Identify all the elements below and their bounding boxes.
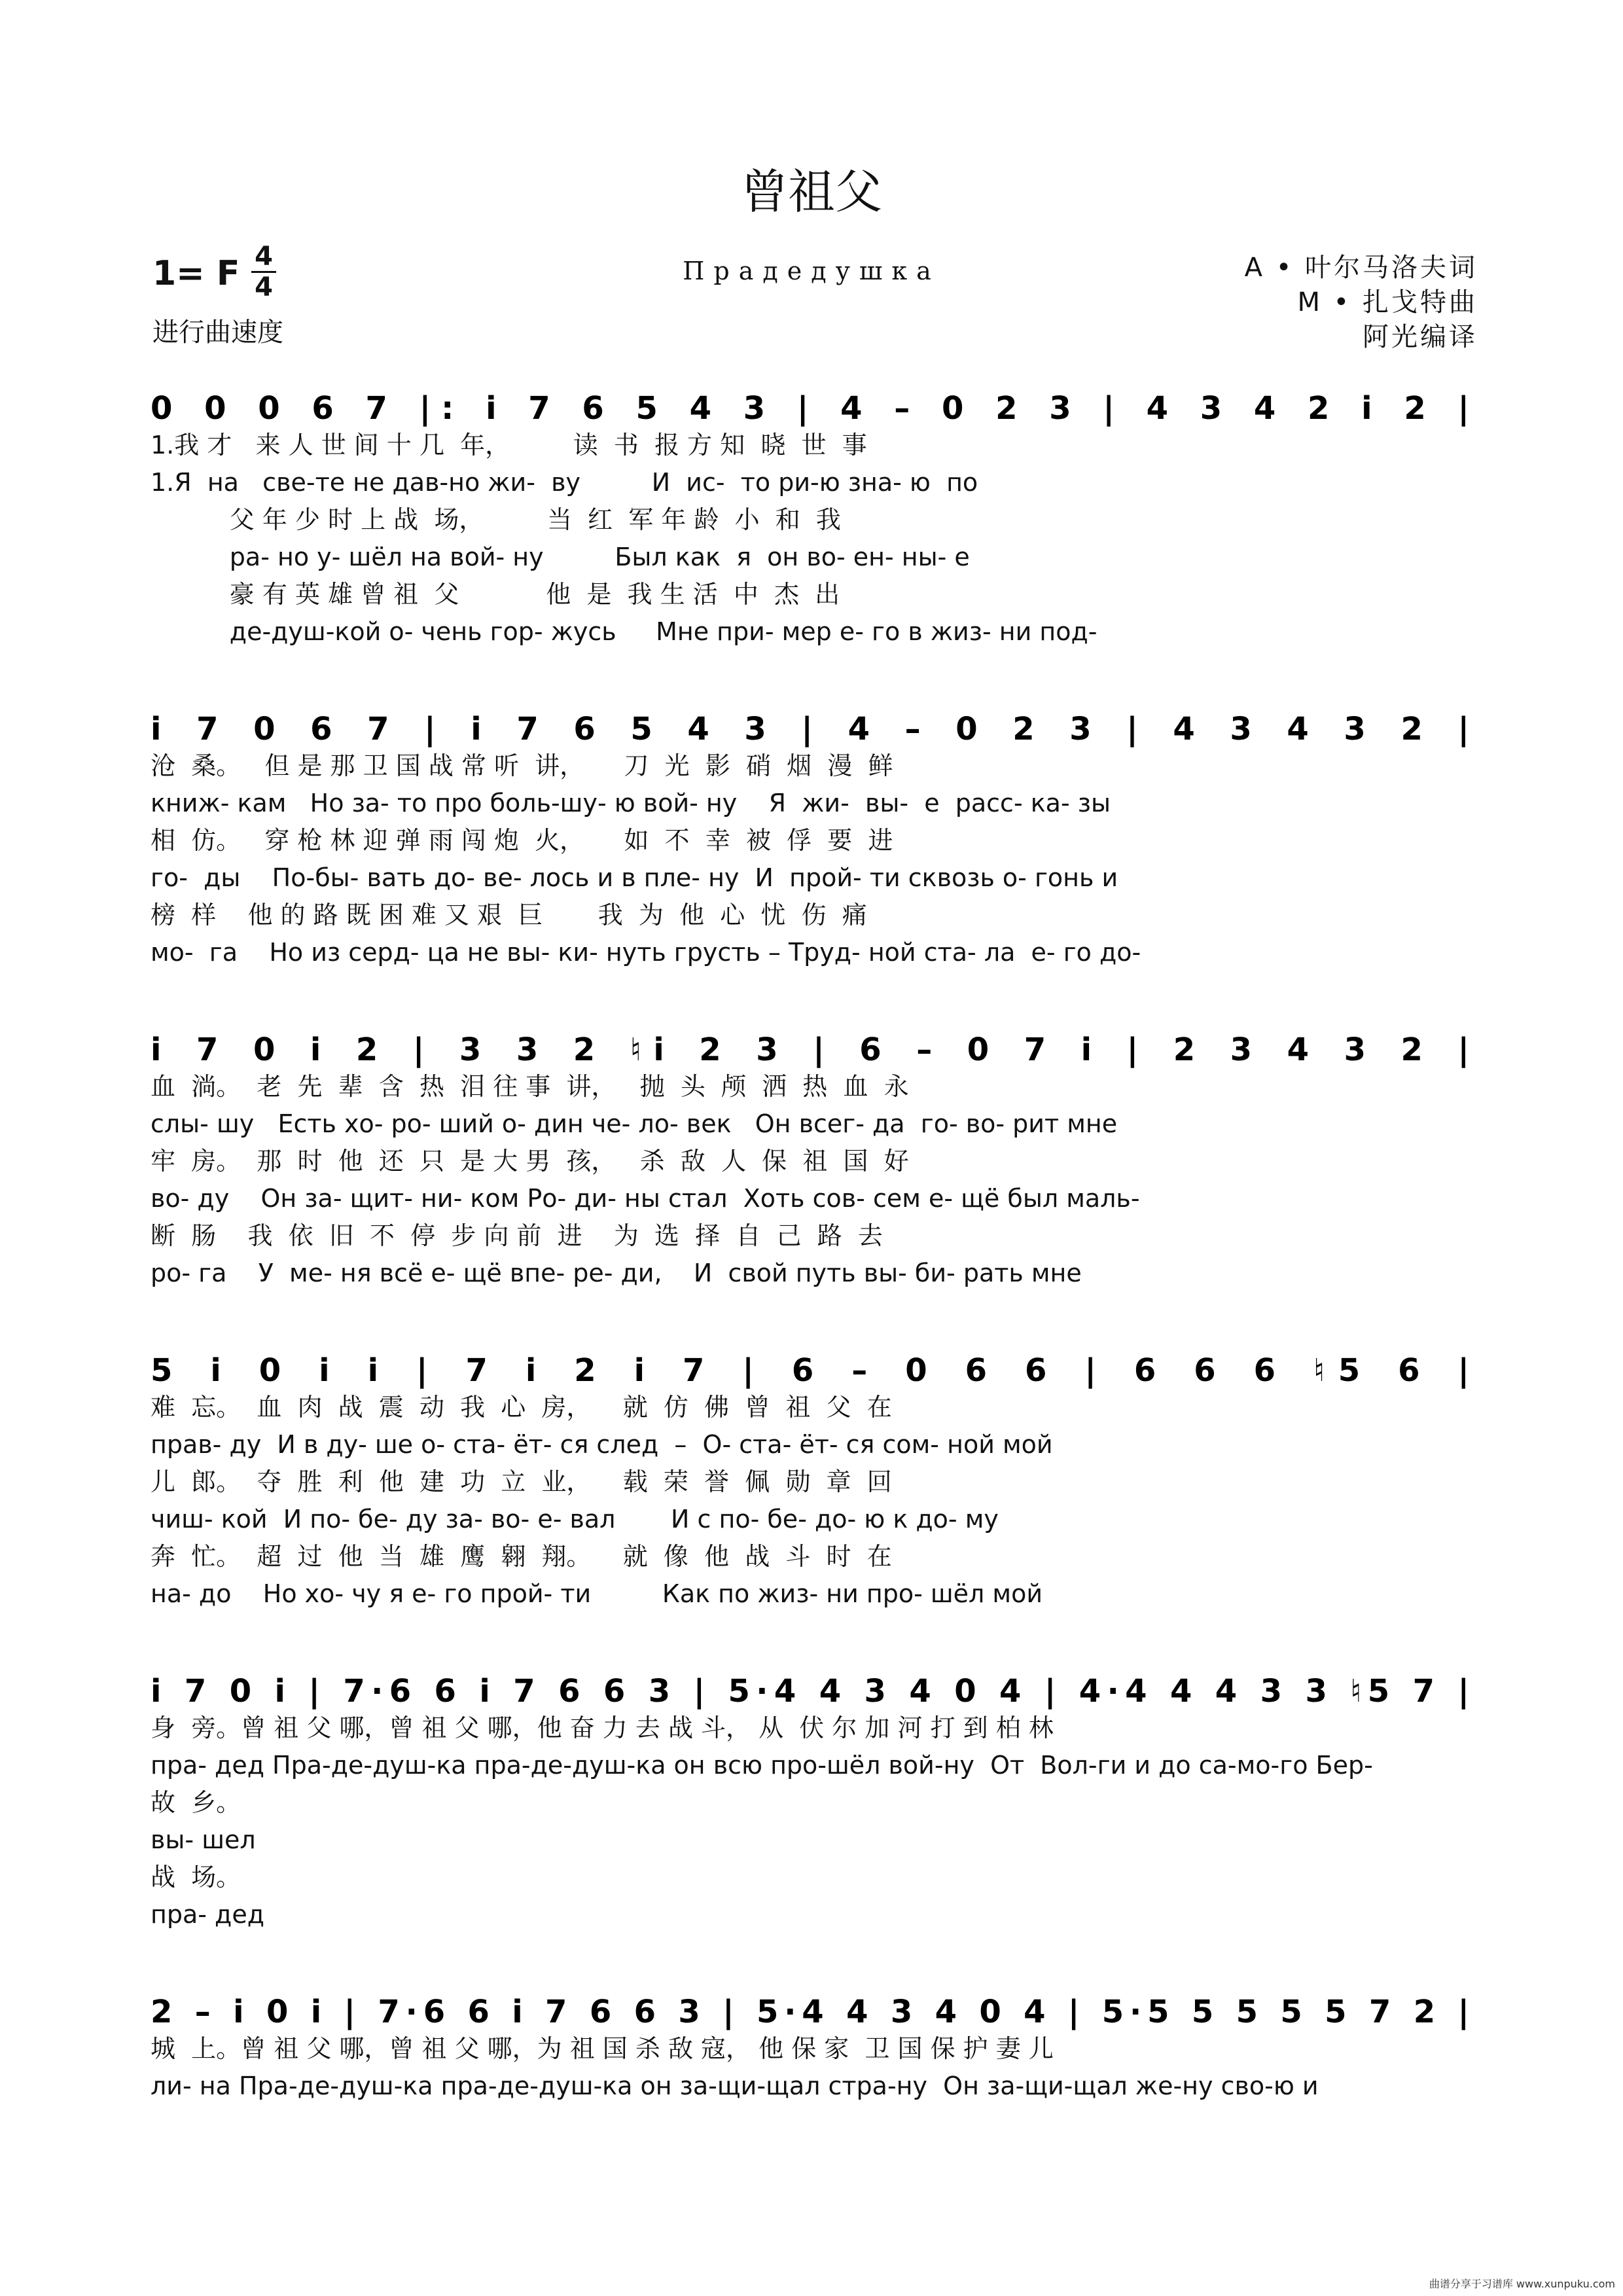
lyric-line: 牢 房。 那 时 他 还 只 是 大 男 孩， 杀 敌 人 保 祖 国 好 — [151, 1147, 909, 1175]
lyric-line: 奔 忙。 超 过 他 当 雄 鹰 翱 翔。 就 像 他 战 斗 时 在 — [151, 1542, 892, 1571]
lyric-line: де-душ-кой о- чень гор- жусь Мне при- мер е- го в жиз- ни под- — [151, 617, 1097, 646]
time-signature-bottom: 4 — [255, 272, 273, 302]
lyric-line: 相 仿。 穿 枪 林 迎 弹 雨 闯 炮 火， 如 不 幸 被 俘 要 进 — [151, 826, 893, 855]
lyric-line: прав- ду И в ду- ше о- ста- ёт- ся след – О- ста- ёт- ся сом- ной мой — [151, 1430, 1053, 1459]
notation-text: 0 0 0 6 7 |: i 7 6 5 4 3 | 4 – 0 2 3 | 4 3 4 2 i 2 | — [151, 390, 1469, 427]
lyric-line: чиш- кой И по- бе- ду за- во- е- вал И с по- бе- до- ю к до- му — [151, 1505, 999, 1534]
lyric-line: 身 旁。曾 祖 父 哪，曾 祖 父 哪，他 奋 力 去 战 斗， 从 伏 尔 加 河 打 到 柏 林 — [151, 1713, 1054, 1742]
notation-text: 2 – i 0 i | 7·6 6 i 7 6 6 3 | 5·4 4 3 4 0 4 | 5·5 5 5 5 5 7 2 | — [151, 1994, 1469, 2030]
lyric-line: 血 淌。 老 先 辈 含 热 泪 往 事 讲， 抛 头 颅 洒 热 血 永 — [151, 1072, 909, 1101]
time-signature-top: 4 — [255, 242, 273, 272]
lyric-line: 豪 有 英 雄 曾 祖 父 他 是 我 生 活 中 杰 出 — [151, 580, 840, 609]
song-title: 曾祖父 — [740, 164, 882, 219]
lyric-line: книж- кам Но за- то про боль-шу- ю вой- ну Я жи- вы- е расс- ка- зы — [151, 789, 1111, 817]
lyric-line: 沧 桑。 但 是 那 卫 国 战 常 听 讲， 刀 光 影 硝 烟 漫 鲜 — [151, 751, 893, 780]
lyric-line: ра- но у- шёл на вой- ну Был как я он во- ен- ны- е — [151, 543, 970, 571]
notation-text: i 7 0 i 2 | 3 3 2 ♮i 2 3 | 6 – 0 7 i | 2 3 4 3 2 | — [151, 1031, 1470, 1068]
lyric-line: во- ду Он за- щит- ни- ком Ро- ди- ны стал Хоть сов- сем е- щё был маль- — [151, 1184, 1140, 1213]
tempo-marking: 进行曲速度 — [152, 317, 283, 348]
notation-text: i 7 0 i | 7·6 6 i 7 6 6 3 | 5·4 4 3 4 0 4 | 4·4 4 4 3 3 ♮5 7 | — [151, 1673, 1469, 1710]
notation-text: 5 i 0 i i | 7 i 2 i 7 | 6 – 0 6 6 | 6 6 6 ♮5 6 | — [151, 1352, 1469, 1389]
lyric-line: пра- дед Пра-де-душ-ка пра-де-душ-ка он всю про-шёл вой-ну От Вол-ги и до са-мо-го Бер- — [151, 1751, 1373, 1780]
lyric-line: 儿 郎。 夺 胜 利 他 建 功 立 业， 载 荣 誉 佩 勋 章 回 — [151, 1467, 892, 1496]
lyric-line: 断 肠 我 依 旧 不 停 步 向 前 进 为 选 择 自 己 路 去 — [151, 1221, 883, 1250]
lyric-line: ли- на Пра-де-душ-ка пра-де-душ-ка он за-щи-щал стра-ну Он за-щи-щал же-ну сво-ю и — [151, 2072, 1319, 2100]
composer-credit: M • 扎戈特曲 — [1297, 287, 1478, 317]
lyric-line: 父 年 少 时 上 战 场， 当 红 军 年 龄 小 和 我 — [151, 505, 841, 534]
lyric-line: слы- шу Есть хо- ро- ший о- дин че- ло- век Он всег- да го- во- рит мне — [151, 1109, 1118, 1138]
lyric-line: 城 上。曾 祖 父 哪，曾 祖 父 哪，为 祖 国 杀 敌 寇， 他 保 家 卫 国 保 护 妻 儿 — [151, 2034, 1054, 2063]
footer-watermark: 曲谱分享于习谱库 www.xunpuku.com — [1429, 2278, 1615, 2290]
lyric-line: пра- дед — [151, 1900, 264, 1929]
lyric-line: 战 场。 — [151, 1863, 241, 1892]
lyric-line: на- до Но хо- чу я е- го прой- ти Как по жиз- ни про- шёл мой — [151, 1579, 1043, 1608]
lyric-line: 难 忘。 血 肉 战 震 动 我 心 房， 就 仿 佛 曾 祖 父 在 — [151, 1393, 892, 1422]
subtitle: Прадедушка — [683, 257, 940, 285]
lyric-line: ро- га У ме- ня всё е- щё впе- ре- ди, И свой путь вы- би- рать мне — [151, 1259, 1082, 1287]
lyric-line: мо- га Но из серд- ца не вы- ки- нуть грусть – Труд- ной ста- ла е- го до- — [151, 938, 1141, 967]
lyric-line: вы- шел — [151, 1825, 256, 1854]
lyric-line: 榜 样 他 的 路 既 困 难 又 艰 巨 我 为 他 心 忧 伤 痛 — [151, 901, 867, 929]
lyric-line: 1.我 才 来 人 世 间 十 几 年， 读 书 报 方 知 晓 世 事 — [151, 431, 867, 459]
lyric-line: го- ды По-бы- вать до- ве- лось и в пле- ну И прой- ти сквозь о- гонь и — [151, 863, 1118, 892]
lyric-line: 1.Я на све-те не дав-но жи- ву И ис- то ри-ю зна- ю по — [151, 468, 978, 497]
key-signature: 1= F — [152, 254, 240, 293]
lyric-line: 故 乡。 — [151, 1788, 241, 1817]
lyricist-credit: A • 叶尔马洛夫词 — [1244, 253, 1478, 283]
arranger-credit: 阿光编译 — [1363, 322, 1478, 352]
credits — [1245, 251, 1478, 355]
notation-text: i 7 0 6 7 | i 7 6 5 4 3 | 4 – 0 2 3 | 4 3 4 3 2 | — [151, 711, 1470, 747]
